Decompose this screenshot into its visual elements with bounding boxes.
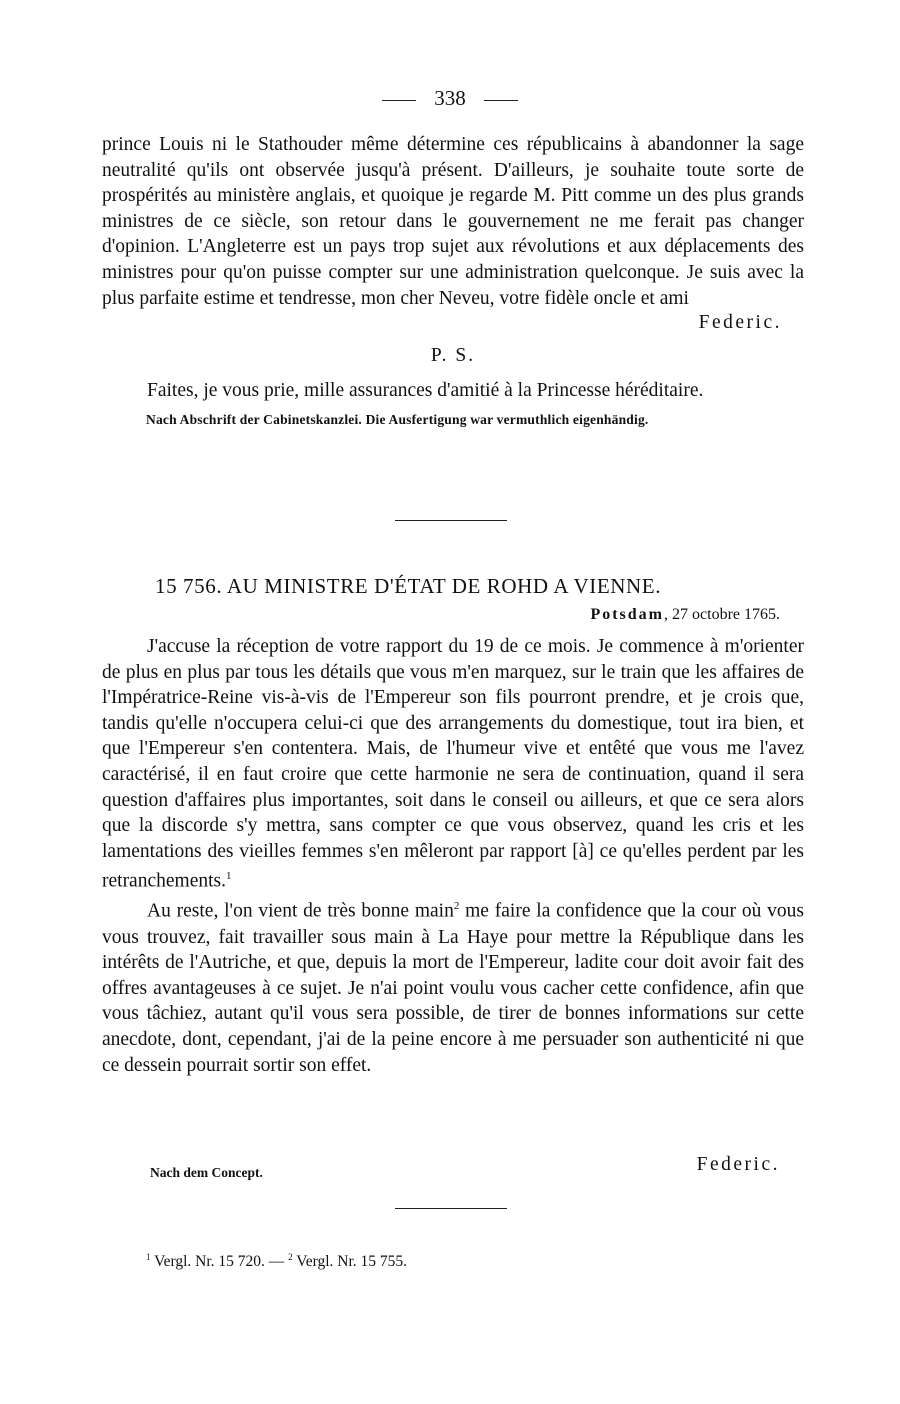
postscript-label: P. S. [430,345,476,367]
header-dash-left [382,100,416,101]
document-title: 15 756. AU MINISTRE D'ÉTAT DE ROHD A VIENNE. [155,574,662,598]
letter-1-signature: Federic. [698,311,782,333]
letter-2-paragraph-2-rest: me faire la confidence que la cour où vous vous trouvez, fait travailler sous main à La Haye pour mettre la République dans les intérêts de l'Autriche, et que, depuis la mort de l'Empereur, ladite cour doit avoir fait des offres avantageuses à ce sujet. Je n'ai point voulu vous cacher cette confidence, afin que vous tâchiez, autant qu'il vous sera possible, de tirer de bonnes informations sur cette anecdote, dont, cependant, j'ai de la peine encore à me persuader son authenticité ni que ce dessein pourrait sortir son effet. [102,900,804,1076]
footnote-2-mark: 2 [288,1252,293,1262]
footnote-1-text: Vergl. Nr. 15 720. [150,1253,265,1271]
header-dash-right [484,100,518,101]
letter-1 [102,132,804,433]
footnote-1-mark: 1 [146,1252,151,1262]
dateline-date: , 27 octobre 1765. [664,606,780,623]
section-divider [395,520,507,521]
footnote-2-text: Vergl. Nr. 15 755. [292,1253,408,1271]
footnote-separator: — [264,1253,289,1271]
letter-2-paragraph-2-start: Au reste, l'on vient de très bonne main [147,900,454,922]
page-number: 338 [434,86,466,110]
letter-2-paragraph-1 [102,634,804,894]
letter-2-paragraph-2 [102,894,804,1078]
letter-2-signature: Federic. [696,1154,780,1175]
letter-1-paragraph: prince Louis ni le Stathouder même détermine ces républicains à abandonner la sage neutralité qu'ils ont observée jusqu'à présent. D'ailleurs, je souhaite toute sorte de prospérités au ministère anglais, et quoique je regarde M. Pitt comme un des plus grands ministres de ce siècle, son retour dans le gouvernement ne me ferait pas changer d'opinion. L'Angleterre est un pays trop sujet aux révolutions et aux déplacements des ministres pour qu'on puisse compter sur une administration quelconque. Je suis avec la plus parfaite estime et tendresse, mon cher Neveu, votre fidèle oncle et ami [102,134,804,309]
postscript-text: Faites, je vous prie, mille assurances d'amitié à la Princesse héréditaire. [147,379,704,401]
letter-1-source-note: Nach Abschrift der Cabinetskanzlei. Die Ausfertigung war vermuthlich eigenhändig. [146,412,649,428]
footnote-ref-2: 2 [453,900,460,913]
letter-2-source-note: Nach dem Concept. [150,1165,263,1180]
letter-1-closing [102,132,804,333]
page-header [0,86,900,111]
letter-2 [102,634,804,1078]
letter-2-paragraph-1-text: J'accuse la réception de votre rapport du 19 de ce mois. Je commence à m'orienter de plus en plus par tous les détails que vous m'en marquez, sur le train que les affaires de l'Impératrice-Reine vis-à-vis de l'Empereur son fils pourront prendre, et je crois que, tandis qu'elle n'occupera celui-ci que des arrangements du domestique, tout ira bien, et que l'Empereur s'en contentera. Mais, de l'humeur vive et entêté que vous me l'avez caractérisé, il en faut croire que cette harmonie ne sera de continuation, quand il sera question d'affaires plus importantes, soit dans le conseil ou ailleurs, et que ce sera alors que la discorde s'y mettra, sans compter ce que vous observez, quand les cris et les lamentations des vieilles femmes s'en mêleront par rapport [à] ce qu'elles perdent par les retranchements. [102,636,804,892]
footnotes [146,1252,407,1271]
document-dateline [590,606,780,624]
footnote-ref-1: 1 [225,870,232,883]
dateline-place: Potsdam [590,606,665,623]
footnote-divider [395,1208,507,1209]
